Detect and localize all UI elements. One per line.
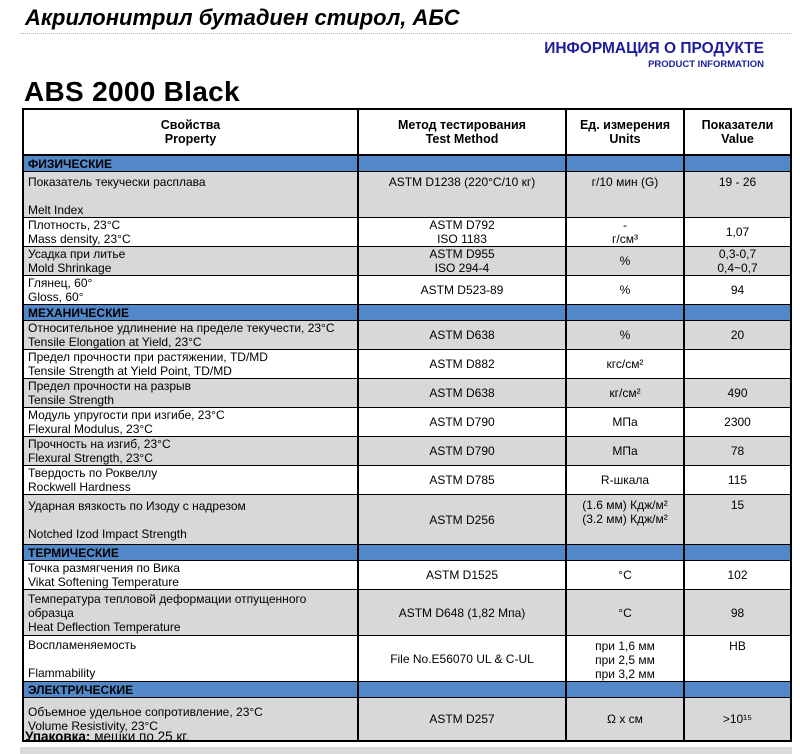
- value-cell-line: 1,07: [725, 225, 750, 239]
- units-cell-line: Ω х см: [607, 711, 643, 726]
- method-cell: [358, 172, 566, 218]
- value-cell: [684, 218, 791, 247]
- method-cell: [358, 698, 566, 741]
- property-cell-line: Относительное удлинение на пределе текучести, 23°C: [28, 321, 335, 335]
- packaging-note: [25, 729, 189, 744]
- property-cell: [23, 218, 358, 247]
- section-row: [23, 305, 791, 321]
- property-cell-line: [28, 189, 355, 203]
- units-cell-line: г/см³: [612, 232, 638, 246]
- method-cell: [358, 276, 566, 305]
- section-cell-blank: [566, 545, 684, 561]
- property-cell: [23, 247, 358, 276]
- method-cell-line: ASTM D790: [429, 415, 495, 429]
- units-cell: [566, 495, 684, 545]
- value-cell: [684, 437, 791, 466]
- units-cell-line: (1.6 мм) Кдж/м²: [582, 498, 668, 512]
- units-cell-line: °C: [618, 568, 632, 582]
- method-cell: [358, 379, 566, 408]
- value-cell: [684, 466, 791, 495]
- column-header-text: Ед. измерения: [579, 118, 671, 132]
- column-header-property: [23, 109, 358, 155]
- section-row: [23, 155, 791, 172]
- units-cell: [566, 379, 684, 408]
- footer-strip: [20, 747, 792, 754]
- section-row: [23, 545, 791, 561]
- column-header-text: Value: [721, 132, 754, 146]
- property-cell: [23, 636, 358, 682]
- table-row: [23, 495, 791, 545]
- units-cell: [566, 437, 684, 466]
- property-cell-line: Flexural Strength, 23°C: [28, 451, 153, 465]
- column-header-value: [684, 109, 791, 155]
- property-cell: [23, 437, 358, 466]
- units-cell-line: R-шкала: [600, 473, 650, 487]
- section-title: ФИЗИЧЕСКИЕ: [23, 155, 358, 172]
- value-cell: [684, 321, 791, 350]
- section-cell-blank: [566, 682, 684, 698]
- property-cell-line: Объемное удельное сопротивление, 23°C: [28, 704, 263, 719]
- value-cell-line: 0,3-0,7: [718, 247, 757, 261]
- units-cell: [566, 466, 684, 495]
- section-cell-blank: [358, 545, 566, 561]
- method-cell-line: File No.E56070 UL & C-UL: [390, 651, 534, 666]
- property-cell-line: Heat Deflection Temperature: [28, 619, 181, 634]
- value-cell: [684, 408, 791, 437]
- property-cell-line: Tensile Strength at Yield Point, TD/MD: [28, 364, 232, 378]
- units-cell: [566, 561, 684, 590]
- property-cell-line: Точка размягчения по Вика: [28, 561, 180, 575]
- property-cell-line: Rockwell Hardness: [28, 480, 131, 494]
- units-cell-line: при 3,2 мм: [595, 667, 655, 681]
- method-cell-line: ASTM D638: [429, 328, 495, 342]
- method-cell: [358, 636, 566, 682]
- section-cell-blank: [684, 682, 791, 698]
- value-cell-line: 0,4~0,7: [717, 261, 758, 275]
- units-cell-line: -: [623, 218, 627, 232]
- title-divider: [20, 33, 792, 34]
- method-cell-line: ASTM D638: [429, 386, 495, 400]
- properties-table-body: [23, 155, 791, 741]
- value-cell: [684, 590, 791, 636]
- method-cell-line: ASTM D792: [429, 218, 495, 232]
- units-cell: [566, 321, 684, 350]
- property-cell: [23, 172, 358, 218]
- property-cell-line: Твердость по Роквеллу: [28, 466, 158, 480]
- units-cell-line: МПа: [612, 415, 638, 429]
- section-cell-blank: [358, 305, 566, 321]
- info-label-ru: ИНФОРМАЦИЯ О ПРОДУКТЕ: [544, 40, 764, 57]
- method-cell-line: ISO 1183: [437, 232, 487, 246]
- value-cell-line: 78: [730, 444, 745, 458]
- property-cell-line: Notched Izod Impact Strength: [28, 526, 187, 541]
- property-cell-line: Усадка при литье: [28, 247, 126, 261]
- method-cell-line: ASTM D1525: [425, 568, 499, 582]
- value-cell: [684, 495, 791, 545]
- method-cell-line: ASTM D257: [429, 711, 495, 726]
- value-cell: [684, 350, 791, 379]
- packaging-text: мешки по 25 кг.: [90, 729, 190, 744]
- method-cell: [358, 495, 566, 545]
- property-cell: [23, 590, 358, 636]
- property-cell: [23, 561, 358, 590]
- method-cell-line: ASTM D256: [429, 512, 495, 527]
- value-cell-line: 102: [727, 568, 748, 582]
- property-cell-line: Ударная вязкость по Изоду с надрезом: [28, 498, 246, 513]
- property-cell-line: [28, 513, 355, 527]
- table-row: [23, 437, 791, 466]
- section-cell-blank: [684, 305, 791, 321]
- method-cell-line: ASTM D523-89: [420, 283, 504, 297]
- units-cell-line: при 2,5 мм: [595, 653, 655, 667]
- units-cell: [566, 590, 684, 636]
- units-cell-line: кгс/см²: [606, 357, 644, 371]
- property-cell-line: Gloss, 60°: [28, 290, 84, 304]
- table-header-row: [23, 109, 791, 155]
- units-cell: [566, 636, 684, 682]
- units-cell: [566, 276, 684, 305]
- method-cell: [358, 218, 566, 247]
- method-cell: [358, 247, 566, 276]
- units-cell-line: %: [619, 254, 631, 268]
- property-cell-line: Volume Resistivity, 23°C: [28, 718, 158, 733]
- packaging-label: Упаковка:: [25, 729, 91, 744]
- section-cell-blank: [358, 682, 566, 698]
- method-cell-line: ASTM D648 (1,82 Мпа): [398, 605, 526, 620]
- property-cell-line: Vikat Softening Temperature: [28, 575, 179, 589]
- value-cell: [684, 636, 791, 682]
- section-row: [23, 682, 791, 698]
- units-cell-line: кг/см²: [609, 386, 641, 400]
- table-row: [23, 379, 791, 408]
- units-cell: [566, 698, 684, 741]
- property-cell: [23, 276, 358, 305]
- method-cell-line: ASTM D1238 (220°C/10 кг): [388, 175, 536, 189]
- units-cell-line: при 1,6 мм: [595, 639, 655, 653]
- value-cell-line: 115: [727, 473, 748, 487]
- property-cell-line: Tensile Elongation at Yield, 23°C: [28, 335, 202, 349]
- method-cell-line: ASTM D955: [429, 247, 495, 261]
- property-cell: [23, 495, 358, 545]
- section-title: МЕХАНИЧЕСКИЕ: [23, 305, 358, 321]
- method-cell-line: ASTM D790: [429, 444, 495, 458]
- units-cell-line: МПа: [612, 444, 638, 458]
- method-cell: [358, 590, 566, 636]
- property-cell-line: Melt Index: [28, 203, 84, 217]
- units-cell: [566, 218, 684, 247]
- column-header-test-method: [358, 109, 566, 155]
- info-label-en: PRODUCT INFORMATION: [648, 58, 764, 70]
- table-row: [23, 466, 791, 495]
- method-cell: [358, 321, 566, 350]
- property-cell-line: Температура тепловой деформации отпущенного: [28, 591, 307, 606]
- product-information-header: [544, 40, 764, 71]
- property-cell-line: образца: [28, 605, 74, 620]
- units-cell-line: (3.2 мм) Кдж/м²: [582, 512, 668, 526]
- property-cell-line: Глянец, 60°: [28, 276, 93, 290]
- property-cell: [23, 379, 358, 408]
- column-header-text: Units: [609, 132, 641, 146]
- units-cell-line: %: [619, 283, 631, 297]
- units-cell-line: %: [619, 328, 631, 342]
- properties-table: [22, 108, 792, 742]
- section-cell-blank: [684, 545, 791, 561]
- section-cell-blank: [566, 155, 684, 172]
- property-cell-line: Flexural Modulus, 23°C: [28, 422, 153, 436]
- property-cell: [23, 350, 358, 379]
- column-header-text: Test Method: [425, 132, 499, 146]
- column-header-text: Свойства: [160, 118, 221, 132]
- column-header-units: [566, 109, 684, 155]
- product-name: ABS 2000 Black: [24, 76, 240, 107]
- value-cell-line: 15: [730, 498, 745, 512]
- section-cell-blank: [358, 155, 566, 172]
- value-cell-line: HB: [729, 639, 746, 653]
- method-cell-line: ASTM D882: [429, 357, 495, 371]
- property-cell-line: Предел прочности при растяжении, TD/MD: [28, 350, 268, 364]
- units-cell-line: °C: [618, 605, 632, 620]
- property-cell-line: Прочность на изгиб, 23°C: [28, 437, 171, 451]
- property-cell-line: Mold Shrinkage: [28, 261, 112, 275]
- value-cell: [684, 247, 791, 276]
- column-header-text: Метод тестирования: [398, 118, 526, 132]
- table-row: [23, 408, 791, 437]
- property-cell-line: Mass density, 23°C: [28, 232, 131, 246]
- method-cell: [358, 561, 566, 590]
- value-cell: [684, 698, 791, 741]
- section-title: ТЕРМИЧЕСКИЕ: [23, 545, 358, 561]
- property-cell-line: Плотность, 23°C: [28, 218, 121, 232]
- property-cell-line: Показатель текучески расплава: [28, 175, 206, 189]
- property-cell-line: Предел прочности на разрыв: [28, 379, 192, 393]
- method-cell: [358, 466, 566, 495]
- method-cell: [358, 408, 566, 437]
- table-row: [23, 590, 791, 636]
- table-row: [23, 321, 791, 350]
- property-cell: [23, 408, 358, 437]
- property-cell: [23, 466, 358, 495]
- column-header-text: Property: [164, 132, 217, 146]
- method-cell-line: ASTM D785: [429, 473, 495, 487]
- table-row: [23, 172, 791, 218]
- table-row: [23, 350, 791, 379]
- section-cell-blank: [684, 155, 791, 172]
- units-cell: [566, 350, 684, 379]
- table-row: [23, 561, 791, 590]
- value-cell-line: 98: [730, 605, 745, 620]
- column-header-text: Показатели: [701, 118, 774, 132]
- value-cell-line: 19 - 26: [718, 175, 757, 189]
- property-cell-line: Модуль упругости при изгибе, 23°C: [28, 408, 225, 422]
- section-cell-blank: [566, 305, 684, 321]
- table-row: [23, 276, 791, 305]
- document-title: Акрилонитрил бутадиен стирол, АБС: [25, 5, 460, 30]
- value-cell-line: 94: [730, 283, 745, 297]
- method-cell-line: ISO 294-4: [434, 261, 490, 275]
- units-cell-line: г/10 мин (G): [591, 175, 659, 189]
- units-cell: [566, 172, 684, 218]
- units-cell: [566, 247, 684, 276]
- table-row: [23, 636, 791, 682]
- value-cell: [684, 379, 791, 408]
- value-cell: [684, 561, 791, 590]
- value-cell-line: 490: [727, 386, 748, 400]
- units-cell: [566, 408, 684, 437]
- property-cell-line: Flammability: [28, 665, 96, 680]
- value-cell: [684, 172, 791, 218]
- value-cell: [684, 276, 791, 305]
- property-cell-line: Tensile Strength: [28, 393, 115, 407]
- method-cell: [358, 350, 566, 379]
- table-row: [23, 218, 791, 247]
- property-cell: [23, 321, 358, 350]
- value-cell-line: 20: [730, 328, 745, 342]
- property-cell-line: [28, 652, 355, 666]
- property-cell-line: Воспламеняемость: [28, 637, 137, 652]
- table-row: [23, 247, 791, 276]
- value-cell-line: >10¹⁵: [722, 711, 753, 726]
- section-title: ЭЛЕКТРИЧЕСКИЕ: [23, 682, 358, 698]
- method-cell: [358, 437, 566, 466]
- value-cell-line: 2300: [724, 415, 751, 429]
